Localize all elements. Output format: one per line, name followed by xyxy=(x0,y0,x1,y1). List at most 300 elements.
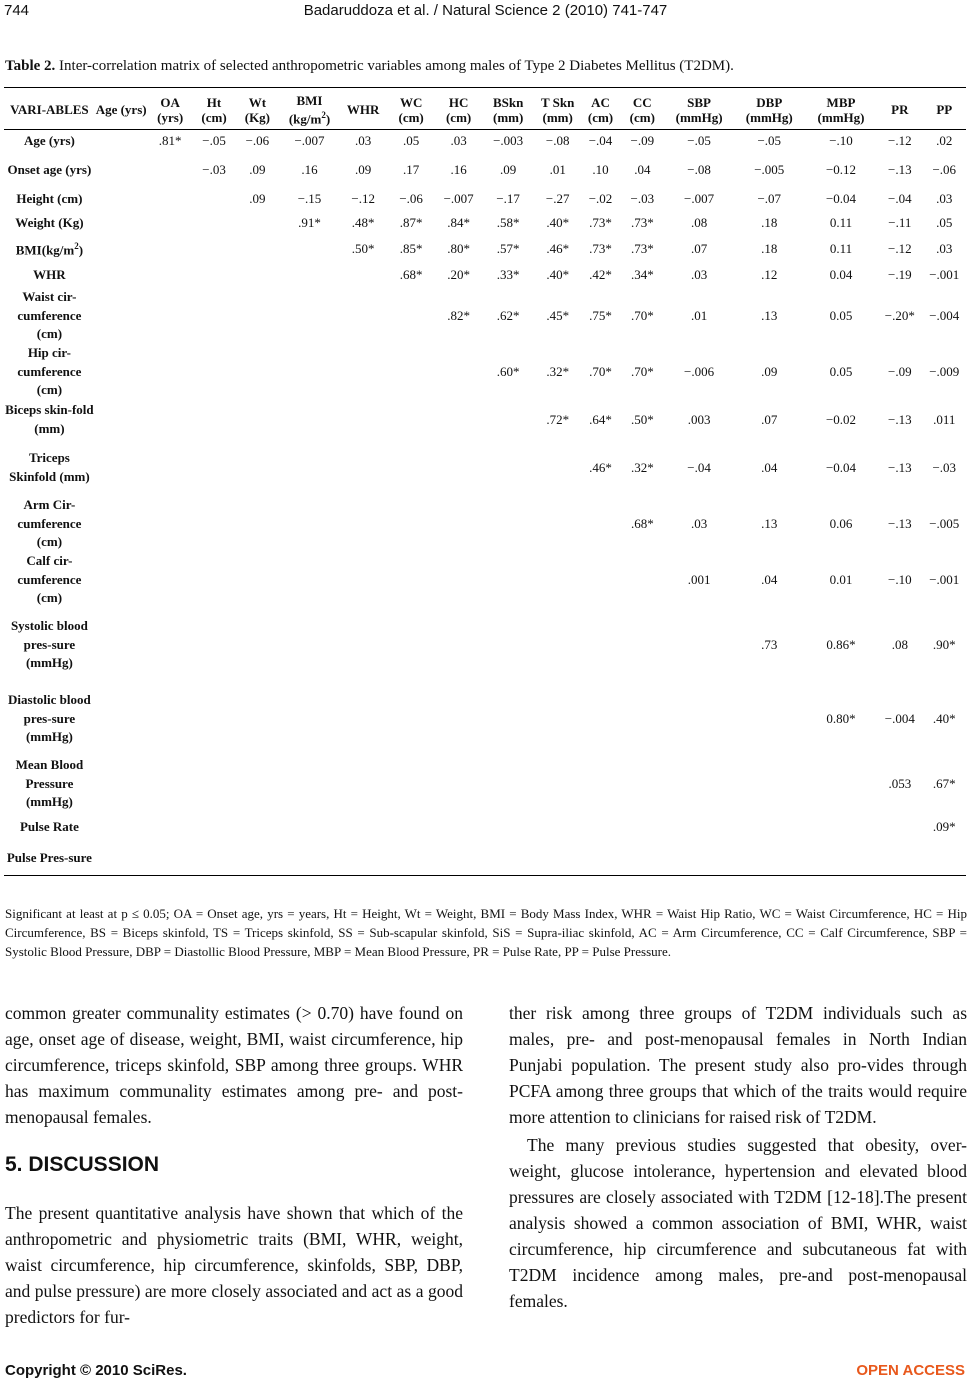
left-column xyxy=(5,1000,463,1330)
table-cell xyxy=(147,812,192,842)
paragraph: The many previous studies suggested that obesity, over-weight, glucose intolerance, hypertension and elevated blood pressures are closely associated with T2DM [12-18].The present analysis showed a common association of BMI, WHR, waist circumference, hip circumference and subcutaneous fat with T2DM incidence among males, pre-and post-menopausal females. xyxy=(509,1135,967,1311)
table-row xyxy=(4,210,966,236)
table-cell: .45* xyxy=(546,307,570,323)
table-row xyxy=(4,608,966,682)
table-cell xyxy=(147,262,192,288)
table-cell: −.007 xyxy=(443,190,474,206)
table-cell xyxy=(193,440,235,496)
table-cell: .09* xyxy=(932,818,956,834)
table-cell xyxy=(193,552,235,608)
table-cell: .03 xyxy=(355,133,372,149)
table-cell xyxy=(435,552,481,608)
table-cell xyxy=(482,812,535,842)
table-cell xyxy=(482,756,535,812)
table-cell xyxy=(235,262,279,288)
table-cell xyxy=(734,756,805,812)
table-cell: .70* xyxy=(630,307,654,323)
table-cell xyxy=(235,236,279,262)
table-cell xyxy=(581,756,620,812)
table-row xyxy=(4,756,966,812)
table-cell xyxy=(805,756,877,812)
table-cell: −.12 xyxy=(888,240,912,256)
table-cell xyxy=(280,288,340,344)
table-cell: −.06 xyxy=(932,161,957,177)
table-cell: .40* xyxy=(932,710,956,726)
paragraph: The present quantitative analysis have shown that which of the anthropometric and physiometric traits (BMI, WHR, weight, waist circumference, hip circumference, skinfolds, SBP, DBP, and pulse pressure) are more closely associated and act as a good predictors for fur- xyxy=(5,1203,463,1327)
table-cell xyxy=(280,496,340,552)
table-cell: 0.80* xyxy=(826,710,856,726)
table-cell xyxy=(877,812,922,842)
table-cell: .90* xyxy=(932,636,956,652)
table-cell: .73* xyxy=(589,214,612,230)
table-cell xyxy=(620,682,664,756)
table-cell: .13 xyxy=(761,515,778,531)
table-cell: −.001 xyxy=(929,266,960,282)
table-cell xyxy=(665,608,734,682)
table-cell: .03 xyxy=(936,190,953,206)
table-cell: −.12 xyxy=(888,133,912,149)
table-cell xyxy=(435,842,481,876)
table-cell xyxy=(193,496,235,552)
table-cell: .64* xyxy=(589,411,612,427)
table-cell: .09 xyxy=(249,190,266,206)
table-cell: −0.04 xyxy=(825,459,857,475)
table-cell xyxy=(235,344,279,400)
table-cell: −.006 xyxy=(684,363,715,379)
table-cell xyxy=(235,210,279,236)
table-cell: −.09 xyxy=(888,363,912,379)
table-cell xyxy=(534,440,580,496)
table-cell: −0.04 xyxy=(825,190,857,206)
table-cell: .09 xyxy=(355,161,372,177)
table-cell: .16 xyxy=(301,161,318,177)
table-cell: 0.86* xyxy=(826,636,856,652)
table-cell: .73* xyxy=(589,240,612,256)
table-cell: .18 xyxy=(761,240,778,256)
column-header: HC (cm) xyxy=(445,94,472,125)
table-cell xyxy=(280,344,340,400)
table-cell: 0.06 xyxy=(829,515,853,531)
table-cell: −.11 xyxy=(888,214,912,230)
table-cell: −.007 xyxy=(294,133,325,149)
table-cell xyxy=(147,496,192,552)
table-cell xyxy=(339,496,386,552)
row-label: Hip cir-cumference (cm) xyxy=(17,345,82,398)
table-cell xyxy=(339,400,386,440)
table-cell xyxy=(280,756,340,812)
column-header: Ht (cm) xyxy=(201,94,227,125)
table-cell xyxy=(95,812,148,842)
table-cell xyxy=(147,210,192,236)
row-label: $BMI(kg/m^2)$ xyxy=(15,241,84,258)
table-cell xyxy=(482,842,535,876)
table-cell xyxy=(280,262,340,288)
running-title: Badaruddoza et al. / Natural Science 2 (2010) 741-747 xyxy=(303,2,668,19)
table-cell xyxy=(147,682,192,756)
table-row xyxy=(4,262,966,288)
table-cell xyxy=(339,682,386,756)
table-cell xyxy=(387,344,436,400)
table-cell xyxy=(482,400,535,440)
table-cell xyxy=(805,812,877,842)
table-cell: .001 xyxy=(687,571,711,587)
table-cell xyxy=(147,552,192,608)
table-notes: Significant at least at p ≤ 0.05; OA = Onset age, yrs = years, Ht = Height, Wt = Weight, BMI = Body Mass Index, WHR = Waist Hip Ratio, WC = Waist Circumference, HC = Hip Circumference, BS = Biceps skinfold, TS = Triceps skinfold, SS = Sub-scapular skinfold, SiS = Supra-iliac skinfold, AC = Arm Circumference, CC = Calf Circumference, SBP = Systolic Blood Pressure, DBP = Diastollic Blood Pressure, MBP = Mean Blood Pressure, PR = Pulse Rate, PP = Pulse Pressure. xyxy=(5,906,967,959)
table-cell: .80* xyxy=(447,240,470,256)
table-cell: .32* xyxy=(630,459,654,475)
table-cell: −.09 xyxy=(630,133,655,149)
table-cell: .20* xyxy=(447,266,470,282)
column-header: PR xyxy=(891,102,909,118)
table-cell: .03 xyxy=(450,133,467,149)
table-cell xyxy=(147,608,192,682)
table-cell: −.05 xyxy=(202,133,226,149)
row-label: Height (cm) xyxy=(16,190,83,206)
column-header: Age (yrs) xyxy=(95,102,147,118)
table-cell: −.004 xyxy=(884,710,915,726)
table-cell: .62* xyxy=(496,307,520,323)
table-cell: −.07 xyxy=(757,190,782,206)
row-label: Biceps skin-fold (mm) xyxy=(5,402,94,436)
table-cell xyxy=(339,288,386,344)
table-cell xyxy=(235,288,279,344)
table-cell: .053 xyxy=(888,775,912,791)
table-cell: −.03 xyxy=(932,459,957,475)
table-cell xyxy=(235,496,279,552)
table-cell xyxy=(280,842,340,876)
table-cell xyxy=(280,440,340,496)
table-cell xyxy=(193,400,235,440)
table-cell: .40* xyxy=(546,214,570,230)
row-label: Systolic blood pres-sure (mmHg) xyxy=(10,618,88,671)
table-cell: .04 xyxy=(634,161,651,177)
table-cell: −.005 xyxy=(929,515,960,531)
table-cell xyxy=(280,236,340,262)
column-header: PP xyxy=(936,102,953,118)
table-cell xyxy=(482,682,535,756)
table-cell xyxy=(581,552,620,608)
table-cell xyxy=(193,812,235,842)
table-cell: −.009 xyxy=(929,363,960,379)
table-cell: .40* xyxy=(546,266,570,282)
table-cell xyxy=(193,682,235,756)
table-cell xyxy=(581,682,620,756)
table-cell xyxy=(923,842,966,876)
table-cell: .03 xyxy=(690,515,708,531)
table-cell xyxy=(534,552,580,608)
table-cell xyxy=(435,812,481,842)
table-cell: .09 xyxy=(500,161,517,177)
table-cell xyxy=(280,608,340,682)
table-cell: −.12 xyxy=(351,190,375,206)
table-cell: .03 xyxy=(936,240,953,256)
table-cell: .05 xyxy=(403,133,420,149)
table-cell: 0.05 xyxy=(829,307,853,323)
table-cell xyxy=(339,552,386,608)
table-cell xyxy=(147,288,192,344)
table-cell xyxy=(95,188,148,210)
table-cell: −.08 xyxy=(687,161,711,177)
table-cell: .02 xyxy=(936,133,953,149)
table-cell xyxy=(387,400,436,440)
table-cell: −.13 xyxy=(888,515,912,531)
column-header: WHR xyxy=(346,102,380,118)
table-cell: .01 xyxy=(549,161,566,177)
table-cell xyxy=(482,552,535,608)
table-row xyxy=(4,288,966,344)
section-heading: 5. DISCUSSION xyxy=(5,1153,160,1176)
table-cell xyxy=(280,682,340,756)
column-header: DBP (mmHg) xyxy=(745,94,793,125)
table-cell xyxy=(339,812,386,842)
table-cell: −.10 xyxy=(888,571,912,587)
table-cell xyxy=(193,210,235,236)
table-row xyxy=(4,236,966,262)
table-cell xyxy=(387,440,436,496)
table-cell xyxy=(235,552,279,608)
table-cell xyxy=(95,130,148,152)
table-cell: .68* xyxy=(399,266,423,282)
column-header: BMI $(kg/m^2)$ xyxy=(288,93,331,127)
table-cell xyxy=(387,812,436,842)
column-header: AC (cm) xyxy=(587,94,614,125)
table-cell: .04 xyxy=(761,459,778,475)
table-cell xyxy=(387,842,436,876)
paragraph: common greater communality estimates (> 0.70) have found on age, onset age of disease, weight, BMI, waist circumference, hip circumference, triceps skinfold, SBP among three groups. WHR has maximum communality estimates among pre- and post-menopausal females. xyxy=(5,1003,463,1127)
row-label: Waist cir-cumference (cm) xyxy=(17,289,82,342)
table-cell xyxy=(193,188,235,210)
copyright-text: Copyright © 2010 SciRes. xyxy=(5,1362,187,1379)
table-cell: −.10 xyxy=(829,133,853,149)
column-header: WC (cm) xyxy=(398,94,424,125)
table-row xyxy=(4,130,966,152)
table-caption-text: Inter-correlation matrix of selected anthropometric variables among males of Type 2 Diabetes Mellitus (T2DM). xyxy=(59,58,734,74)
table-caption xyxy=(5,58,965,75)
table-cell: −.06 xyxy=(245,133,270,149)
table-cell: −.20* xyxy=(884,307,915,323)
table-cell: 0.04 xyxy=(829,266,853,282)
table-body xyxy=(4,130,966,876)
table-cell xyxy=(147,842,192,876)
table-cell xyxy=(339,262,386,288)
table-cell xyxy=(534,496,580,552)
table-cell: .58* xyxy=(496,214,520,230)
table-cell: −.03 xyxy=(630,190,655,206)
table-cell: .42* xyxy=(589,266,612,282)
table-cell xyxy=(387,756,436,812)
column-header: VARI-ABLES xyxy=(10,102,89,118)
table-cell: .09 xyxy=(761,363,778,379)
table-row xyxy=(4,440,966,496)
table-cell xyxy=(95,682,148,756)
table-cell: .73* xyxy=(630,214,654,230)
table-cell xyxy=(435,440,481,496)
table-cell xyxy=(534,756,580,812)
table-cell xyxy=(235,400,279,440)
table-cell: .09 xyxy=(249,161,266,177)
table-cell: −.13 xyxy=(888,161,912,177)
table-cell: −0.02 xyxy=(825,411,857,427)
table-cell: −.003 xyxy=(493,133,524,149)
table-cell xyxy=(581,496,620,552)
table-cell xyxy=(620,608,664,682)
table-cell: .57* xyxy=(496,240,520,256)
table-cell: .70* xyxy=(630,363,654,379)
table-cell xyxy=(147,440,192,496)
table-cell xyxy=(193,344,235,400)
table-cell: −.08 xyxy=(545,133,570,149)
table-cell xyxy=(534,682,580,756)
column-header: T Skn (mm) xyxy=(540,94,575,125)
table-cell xyxy=(482,440,535,496)
table-cell: −.03 xyxy=(202,161,226,177)
table-cell: −.05 xyxy=(687,133,711,149)
table-cell xyxy=(877,842,922,876)
table-cell: .46* xyxy=(546,240,570,256)
table-cell xyxy=(387,496,436,552)
table-cell: −.17 xyxy=(496,190,520,206)
row-label: Arm Cir-cumference (cm) xyxy=(17,497,82,550)
column-header: SBP (mmHg) xyxy=(675,94,723,125)
table-cell: .13 xyxy=(761,307,778,323)
row-label: Age (yrs) xyxy=(23,132,75,148)
table-cell xyxy=(147,236,192,262)
table-cell xyxy=(193,236,235,262)
table-cell: −.13 xyxy=(888,459,912,475)
table-cell xyxy=(147,756,192,812)
row-label: Pulse Rate xyxy=(19,818,79,834)
table-cell xyxy=(734,682,805,756)
row-label: Calf cir-cumference (cm) xyxy=(17,553,82,606)
table-cell: .003 xyxy=(687,411,711,427)
table-cell: −.04 xyxy=(888,190,912,206)
table-row xyxy=(4,682,966,756)
table-cell xyxy=(235,812,279,842)
table-row xyxy=(4,812,966,842)
table-cell: .84* xyxy=(447,214,470,230)
table-cell: .12 xyxy=(761,266,778,282)
table-cell xyxy=(339,608,386,682)
table-cell xyxy=(581,842,620,876)
paragraph: ther risk among three groups of T2DM individuals such as males, pre- and post-menopausal females in North Indian Punjabi population. The present study also pro-vides through PCFA among three groups that which of the traits would require more attention to clinicians for raised risk of T2DM. xyxy=(509,1003,967,1127)
table-cell: .67* xyxy=(932,775,956,791)
page-footer xyxy=(0,1362,971,1382)
row-label: Weight (Kg) xyxy=(15,214,84,230)
table-cell: −.19 xyxy=(888,266,912,282)
table-cell: −.02 xyxy=(588,190,613,206)
table-cell xyxy=(665,812,734,842)
table-cell: .85* xyxy=(399,240,423,256)
table-cell: .70* xyxy=(589,363,612,379)
table-cell xyxy=(280,400,340,440)
table-cell xyxy=(339,440,386,496)
table-cell xyxy=(95,608,148,682)
table-cell: 0.01 xyxy=(829,571,853,587)
table-cell: −0.12 xyxy=(825,161,857,177)
table-cell xyxy=(581,812,620,842)
table-cell xyxy=(734,842,805,876)
table-cell: .91* xyxy=(298,214,321,230)
table-cell: −.13 xyxy=(888,411,912,427)
right-column xyxy=(509,1000,967,1314)
table-cell xyxy=(95,400,148,440)
table-cell xyxy=(147,344,192,400)
table-cell xyxy=(620,812,664,842)
table-caption-label: Table 2. xyxy=(5,58,56,74)
table-cell xyxy=(339,756,386,812)
table-cell: .48* xyxy=(351,214,375,230)
table-cell xyxy=(147,400,192,440)
column-header: CC (cm) xyxy=(629,94,655,125)
row-label: Onset age (yrs) xyxy=(7,161,92,177)
table-cell: .73* xyxy=(630,240,654,256)
table-cell xyxy=(95,440,148,496)
table-cell xyxy=(193,842,235,876)
table-cell xyxy=(534,842,580,876)
table-cell: −.04 xyxy=(588,133,613,149)
table-cell xyxy=(435,608,481,682)
table-row xyxy=(4,496,966,552)
table-cell: .10 xyxy=(592,161,609,177)
table-row xyxy=(4,152,966,188)
table-cell xyxy=(95,152,148,188)
table-cell xyxy=(147,152,192,188)
table-cell: .68* xyxy=(630,515,654,531)
table-cell xyxy=(339,344,386,400)
table-cell xyxy=(95,344,148,400)
column-header: Wt (Kg) xyxy=(244,94,271,125)
table-cell xyxy=(235,682,279,756)
column-header: OA (yrs) xyxy=(157,94,184,125)
table-row xyxy=(4,552,966,608)
table-cell xyxy=(193,288,235,344)
table-cell: −.005 xyxy=(754,161,785,177)
table-cell: .08 xyxy=(690,214,708,230)
table-cell xyxy=(805,842,877,876)
table-cell: −.27 xyxy=(545,190,570,206)
table-cell xyxy=(665,842,734,876)
table-row xyxy=(4,344,966,400)
table-cell: .07 xyxy=(690,240,708,256)
table-cell xyxy=(620,552,664,608)
table-cell: .73 xyxy=(761,636,778,652)
table-cell: .50* xyxy=(630,411,654,427)
column-header: MBP (mmHg) xyxy=(817,94,865,125)
table-cell: .32* xyxy=(546,363,570,379)
table-cell: .72* xyxy=(546,411,570,427)
table-cell: 0.05 xyxy=(829,363,853,379)
table-cell: 0.11 xyxy=(829,240,853,256)
row-label: Mean Blood Pressure (mmHg) xyxy=(15,757,84,810)
table-cell xyxy=(280,812,340,842)
open-access-badge: OPEN ACCESS xyxy=(856,1362,965,1379)
table-header-row xyxy=(4,88,966,130)
table-row xyxy=(4,188,966,210)
table-cell: −.05 xyxy=(757,133,782,149)
table-cell xyxy=(581,608,620,682)
row-label: Triceps Skinfold (mm) xyxy=(9,450,90,484)
table-cell xyxy=(147,188,192,210)
table-cell xyxy=(435,496,481,552)
table-cell xyxy=(665,756,734,812)
table-cell: −.15 xyxy=(297,190,322,206)
table-cell: 0.11 xyxy=(829,214,853,230)
table-cell: .82* xyxy=(447,307,470,323)
table-cell xyxy=(339,842,386,876)
table-cell xyxy=(95,842,148,876)
table-cell xyxy=(235,842,279,876)
table-cell xyxy=(95,236,148,262)
